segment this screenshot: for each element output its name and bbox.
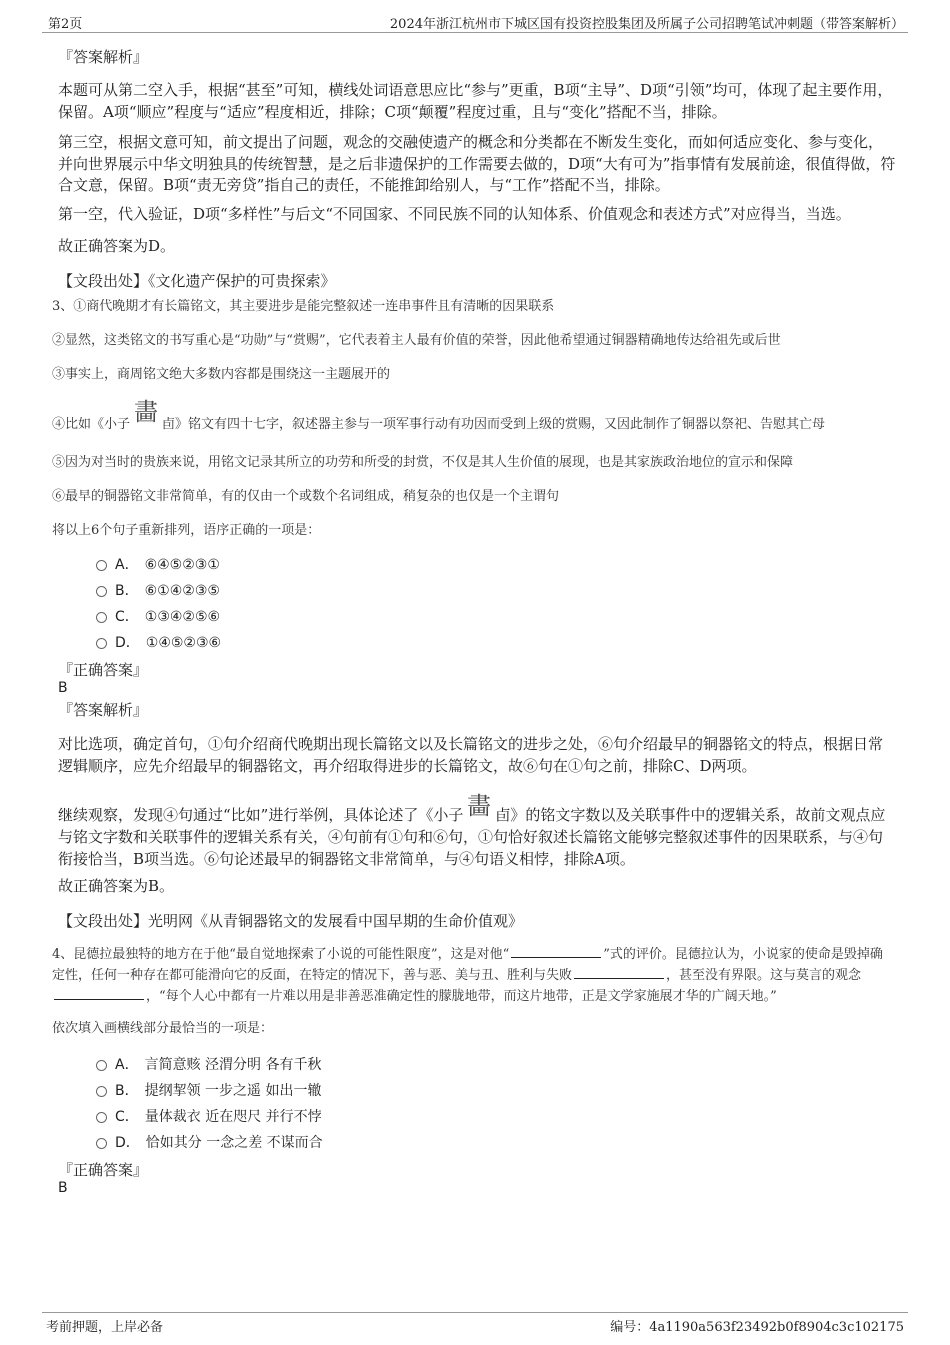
page-number: 第2页 bbox=[48, 17, 83, 32]
q3-sentence-3: ③事实上，商周铭文绝大多数内容都是围绕这一主题展开的 bbox=[52, 367, 391, 382]
q3-answer: B bbox=[58, 680, 68, 696]
q2-analysis-label: 『答案解析』 bbox=[58, 48, 149, 66]
q3-analysis-conclusion: 故正确答案为B。 bbox=[58, 877, 175, 895]
q3-option-a[interactable]: A． ⑥④⑤②③① bbox=[96, 556, 220, 574]
q3-analysis-2-pre: 继续观察，发现④句通过“比如”进行举例，具体论述了《小子 bbox=[58, 806, 464, 824]
q3-option-c[interactable]: C． ①③④②⑤⑥ bbox=[96, 608, 220, 626]
q3-option-b[interactable]: B． ⑥①④②③⑤ bbox=[96, 582, 220, 600]
radio-icon[interactable] bbox=[96, 638, 107, 649]
radio-icon[interactable] bbox=[96, 1086, 107, 1097]
radio-icon[interactable] bbox=[96, 1060, 107, 1071]
q4-option-c[interactable]: C． 量体裁衣 近在咫尺 并行不悖 bbox=[96, 1108, 322, 1126]
q4-option-d[interactable]: D． 恰如其分 一念之差 不谋而合 bbox=[96, 1134, 323, 1152]
radio-icon[interactable] bbox=[96, 560, 107, 571]
q4-stem-part-2: ”式的评价。昆德拉认为，小说家的使命是毁掉确定性，任何一种存在都可能滑向它的反面，在特定的情况下，善与恶、美与丑、胜利与失败 bbox=[52, 947, 883, 983]
q2-analysis-paragraph-3: 第一空，代入验证，D项“多样性”与后文“不同国家、不同民族不同的认知体系、价值观念和表述方式”对应得当，当选。 bbox=[58, 205, 851, 223]
q2-analysis-paragraph-2: 第三空，根据文意可知，前文提出了问题，观念的交融使遗产的概念和分类都在不断发生变化，而如何适应变化、参与变化，并向世界展示中华文明独具的传统智慧，是之后非遗保护的工作需要去做的，D项“大有可为”指事情有发展前途，很值得做，符合文意，保留。B项“责无旁贷”指自己的责任，不能推卸给别人，与“工作”搭配不当，排除。 bbox=[58, 133, 896, 194]
q2-analysis-conclusion: 故正确答案为D。 bbox=[58, 237, 176, 255]
radio-icon[interactable] bbox=[96, 1112, 107, 1123]
q3-answer-label: 『正确答案』 bbox=[58, 661, 149, 679]
q3-option-d[interactable]: D． ①④⑤②③⑥ bbox=[96, 634, 221, 652]
q3-sentence-4-post: 卣》铭文有四十七字，叙述器主参与一项军事行动有功因而受到上级的赏赐，又因此制作了铜器以祭祀、告慰其亡母 bbox=[162, 417, 826, 432]
q4-stem-part-1: 4、昆德拉最独特的地方在于他“最自觉地探索了小说的可能性限度”，这是对他“ bbox=[52, 947, 510, 962]
document-title: 2024年浙江杭州市下城区国有投资控股集团及所属子公司招聘笔试冲刺题（带答案解析） bbox=[389, 17, 904, 32]
q2-source: 【文段出处】《文化遗产保护的可贵探索》 bbox=[58, 272, 336, 290]
q4-stem-part-3: ，甚至没有界限。这与莫言的观念 bbox=[666, 968, 862, 983]
q4-answer-label: 『正确答案』 bbox=[58, 1161, 149, 1179]
page-header bbox=[42, 12, 908, 33]
q2-analysis-paragraph-1: 本题可从第二空入手，根据“甚至”可知，横线处词语意思应比“参与”更重，B项“主导”、D项“引领”均可，体现了起主要作用，保留。A项“顺应”程度与“适应”程度相近，排除；C项“颠覆”程度过重，且与“变化”搭配不当，排除。 bbox=[58, 81, 893, 121]
q3-source: 【文段出处】光明网《从青铜器铭文的发展看中国早期的生命价值观》 bbox=[58, 912, 524, 930]
radio-icon[interactable] bbox=[96, 586, 107, 597]
q4-stem bbox=[52, 944, 890, 1007]
q3-analysis-label: 『答案解析』 bbox=[58, 701, 149, 719]
svg-text:畵: 畵 bbox=[467, 792, 492, 820]
answer-blank bbox=[511, 945, 601, 958]
ancient-character-image bbox=[463, 790, 495, 824]
q4-answer: B bbox=[58, 1180, 68, 1196]
svg-text:畵: 畵 bbox=[134, 398, 159, 426]
q3-sentence-4-pre: ④比如《小子 bbox=[52, 417, 131, 432]
document-id: 编号：4a1190a563f23492b0f8904c3c102175 bbox=[610, 1320, 904, 1335]
q4-prompt: 依次填入画横线部分最恰当的一项是： bbox=[52, 1021, 274, 1036]
q3-analysis-2-post: 卣》的铭文字数以及关联事件中的逻辑关系，故前文观点应与铭文字数和关联事件的逻辑关系有关，④句前有①句和⑥句，①句恰好叙述长篇铭文能够完整叙述事件的因果联系，与④句衔接恰当，B项当选。⑥句论述最早的铜器铭文非常简单，与④句语义相悖，排除A项。 bbox=[58, 806, 886, 868]
answer-blank bbox=[574, 966, 664, 979]
q3-sentence-1: 3、①商代晚期才有长篇铭文，其主要进步是能完整叙述一连串事件且有清晰的因果联系 bbox=[52, 299, 555, 314]
q3-analysis-paragraph-1: 对比选项，确定首句，①句介绍商代晚期出现长篇铭文以及长篇铭文的进步之处，⑥句介绍最早的铜器铭文的特点，根据日常逻辑顺序，应先介绍最早的铜器铭文，再介绍取得进步的长篇铭文，故⑥句在①句之前，排除C、D两项。 bbox=[58, 735, 884, 775]
ancient-character-image bbox=[130, 396, 162, 430]
q4-option-a[interactable]: A． 言简意赅 泾渭分明 各有千秋 bbox=[96, 1056, 321, 1074]
radio-icon[interactable] bbox=[96, 612, 107, 623]
q3-sentence-5: ⑤因为对当时的贵族来说，用铭文记录其所立的功劳和所受的封赏，不仅是其人生价值的展现，也是其家族政治地位的宣示和保障 bbox=[52, 455, 794, 470]
q3-sentence-6: ⑥最早的铜器铭文非常简单，有的仅由一个或数个名词组成，稍复杂的也仅是一个主谓句 bbox=[52, 489, 560, 504]
q3-sentence-2: ②显然，这类铭文的书写重心是“功勋”与“赏赐”，它代表着主人最有价值的荣誉，因此他希望通过铜器精确地传达给祖先或后世 bbox=[52, 333, 781, 348]
q3-sentence-4 bbox=[52, 396, 890, 446]
q4-option-b[interactable]: B． 提纲挈领 一步之遥 如出一辙 bbox=[96, 1082, 322, 1100]
q3-prompt: 将以上6个句子重新排列，语序正确的一项是： bbox=[52, 523, 321, 538]
footer-slogan: 考前押题，上岸必备 bbox=[46, 1320, 164, 1335]
answer-blank bbox=[54, 987, 144, 1000]
radio-icon[interactable] bbox=[96, 1138, 107, 1149]
q4-stem-part-4: ，“每个人心中都有一片难以用是非善恶准确定性的朦胧地带，而这片地带，正是文学家施展才华的广阔天地。” bbox=[146, 989, 777, 1004]
page-footer bbox=[42, 1312, 908, 1335]
q3-analysis-paragraph-2 bbox=[58, 790, 896, 870]
